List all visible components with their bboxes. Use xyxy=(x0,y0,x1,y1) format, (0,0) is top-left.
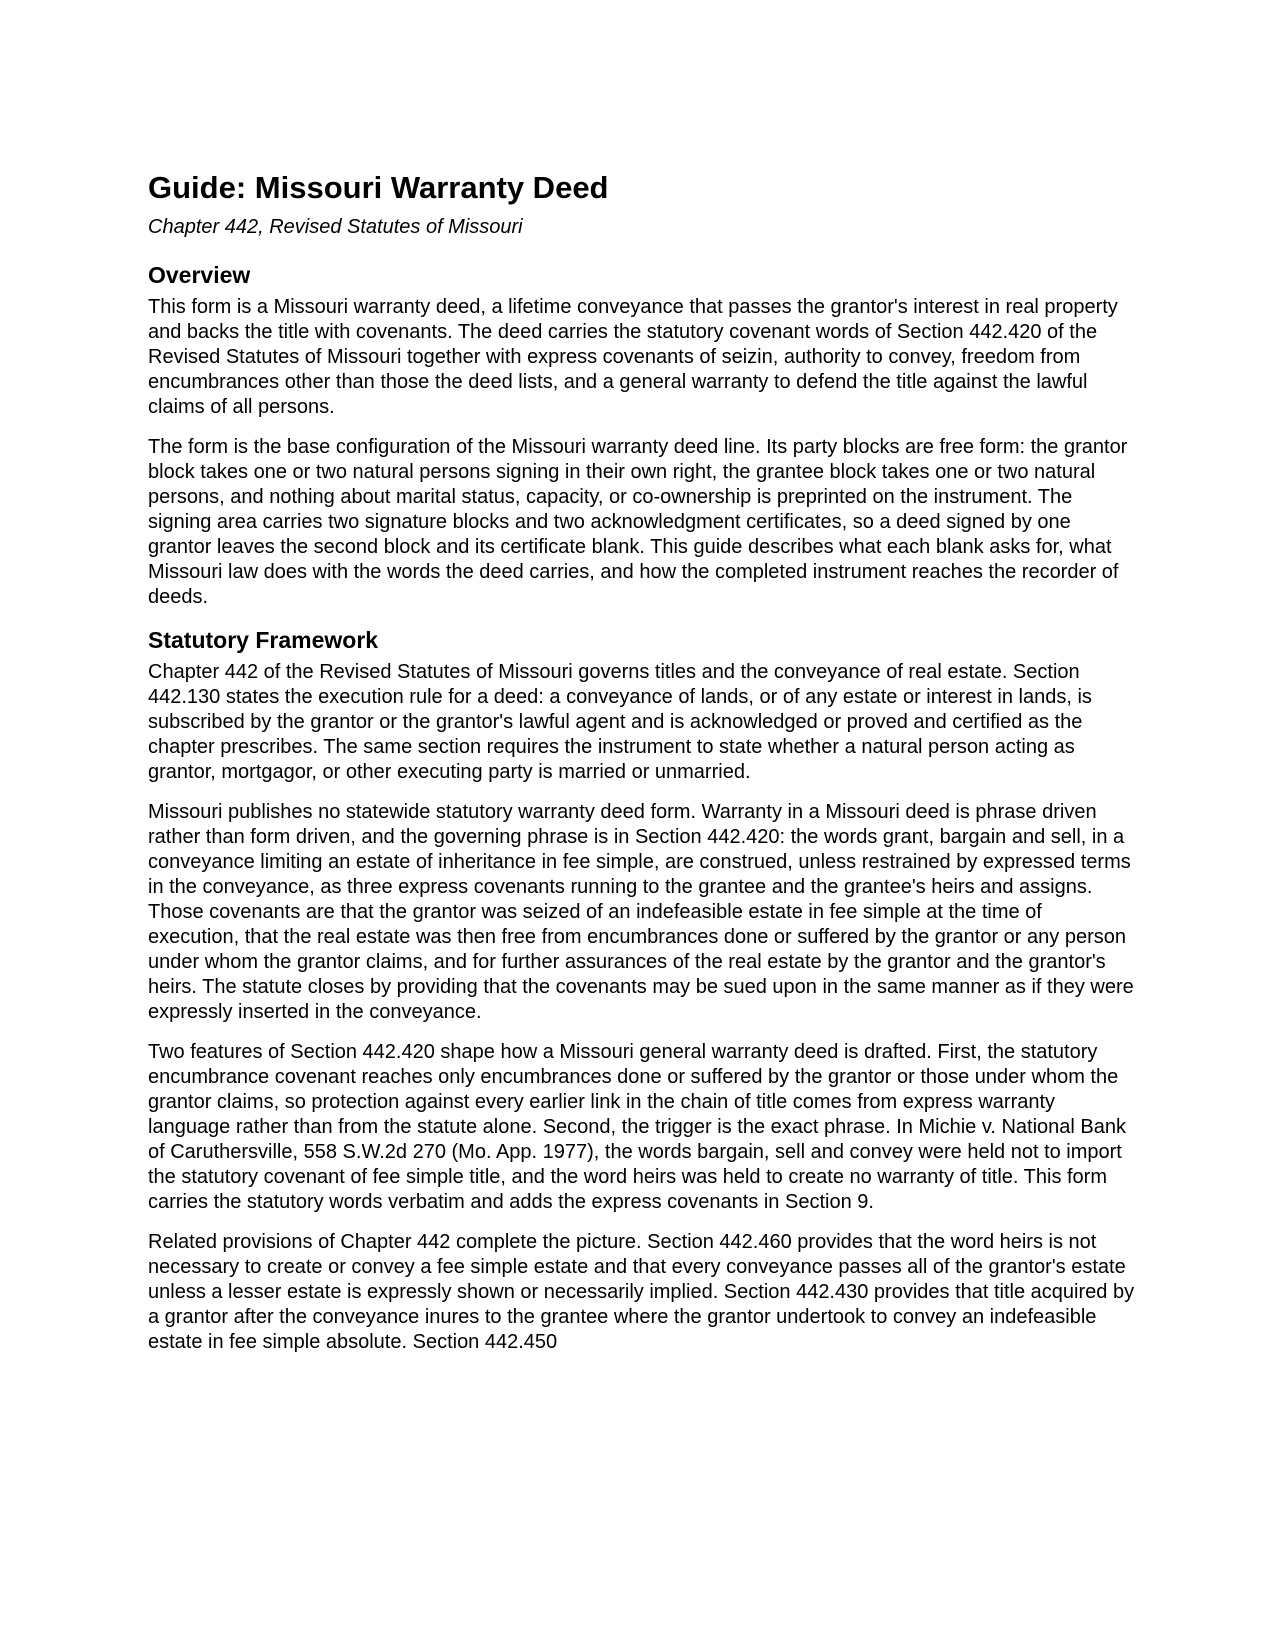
section-heading: Overview xyxy=(148,262,251,288)
body-paragraph: Two features of Section 442.420 shape how a Missouri general warranty deed is drafted. First, the statutory encumbrance covenant reaches only encumbrances done or suffered by the grantor or those under whom the grantor claims, so protection against every earlier link in the chain of title comes from express warranty language rather than from the statute alone. Second, the trigger is the exact phrase. In Michie v. National Bank of Caruthersville, 558 S.W.2d 270 (Mo. App. 1977), the words bargain, sell and convey were held not to import the statutory covenant of fee simple title, and the word heirs was held to create no warranty of title. This form carries the statutory words verbatim and adds the express covenants in Section 9. xyxy=(148,1041,1126,1213)
document-title: Guide: Missouri Warranty Deed xyxy=(148,170,609,205)
body-paragraph: The form is the base configuration of the Missouri warranty deed line. Its party blocks are free form: the grantor block takes one or two natural persons signing in their own right, the grantee block takes one or two natural persons, and nothing about marital status, capacity, or co-ownership is preprinted on the instrument. The signing area carries two signature blocks and two acknowledgment certificates, so a deed signed by one grantor leaves the second block and its certificate blank. This guide describes what each blank asks for, what Missouri law does with the words the deed carries, and how the completed instrument reaches the recorder of deeds. xyxy=(148,436,1128,608)
section-heading: Statutory Framework xyxy=(148,627,379,653)
body-paragraph: Missouri publishes no statewide statutory warranty deed form. Warranty in a Missouri deed is phrase driven rather than form driven, and the governing phrase is in Section 442.420: the words grant, bargain and sell, in a conveyance limiting an estate of inheritance in fee simple, are construed, unless restrained by expressed terms in the conveyance, as three express covenants running to the grantee and the grantee's heirs and assigns. Those covenants are that the grantor was seized of an indefeasible estate in fee simple at the time of execution, that the real estate was then free from encumbrances done or suffered by the grantor or any person under whom the grantor claims, and for further assurances of the real estate by the grantor and the grantor's heirs. The statute closes by providing that the covenants may be sued upon in the same manner as if they were expressly inserted in the conveyance. xyxy=(148,801,1134,1023)
section-overview xyxy=(148,260,1138,610)
section-statutory-framework xyxy=(148,625,1138,1355)
body-paragraph: This form is a Missouri warranty deed, a lifetime conveyance that passes the grantor's interest in real property and backs the title with covenants. The deed carries the statutory covenant words of Section 442.420 of the Revised Statutes of Missouri together with express covenants of seizin, authority to convey, freedom from encumbrances other than those the deed lists, and a general warranty to defend the title against the lawful claims of all persons. xyxy=(148,296,1118,418)
body-paragraph: Chapter 442 of the Revised Statutes of Missouri governs titles and the conveyance of real estate. Section 442.130 states the execution rule for a deed: a conveyance of lands, or of any estate or interest in lands, is subscribed by the grantor or the grantor's lawful agent and is acknowledged or proved and certified as the chapter prescribes. The same section requires the instrument to state whether a natural person acting as grantor, mortgagor, or other executing party is married or unmarried. xyxy=(148,661,1092,783)
document-page xyxy=(148,170,1138,1370)
document-subtitle: Chapter 442, Revised Statutes of Missouri xyxy=(148,216,523,238)
body-paragraph: Related provisions of Chapter 442 complete the picture. Section 442.460 provides that the word heirs is not necessary to create or convey a fee simple estate and that every conveyance passes all of the grantor's estate unless a lesser estate is expressly shown or necessarily implied. Section 442.430 provides that title acquired by a grantor after the conveyance inures to the grantee where the grantor undertook to convey an indefeasible estate in fee simple absolute. Section 442.450 xyxy=(148,1231,1135,1353)
